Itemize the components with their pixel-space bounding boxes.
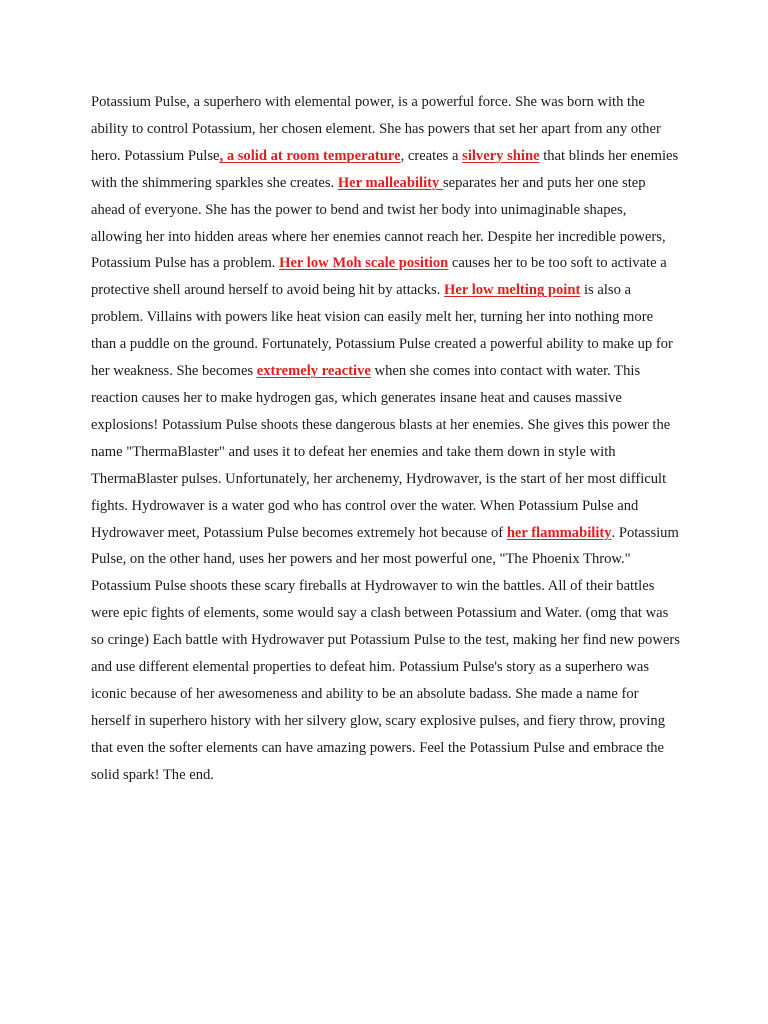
text-run: when she comes into contact with water. This reaction causes her to make hydrogen gas, which generates insane heat and causes massive explosions! Potassium Pulse shoots these dangerous blasts at her enemies. She gives this power the name "ThermaBlaster" and uses it to defeat her enemies and take them down in style with ThermaBlaster pulses. Unfortunately, her archenemy, Hydrowaver, is the start of her most difficult fights. Hydrowaver is a water god who has control over the water. When Potassium Pulse and Hydrowaver meet, Potassium Pulse becomes extremely hot because of (91, 363, 671, 541)
text-run: . Potassium Pulse, on the other hand, uses her powers and her most powerful one, "The Phoenix Throw." Potassium Pulse shoots these scary fireballs at Hydrowaver to win the battles. All of their battles were epic fights of elements, some would say a clash between Potassium and Water. (omg that was so cringe) Each battle with Hydrowaver put Potassium Pulse to the test, making her find new powers and use different elemental properties to defeat him. Potassium Pulse's story as a superhero was iconic because of her awesomeness and ability to be an absolute badass. She made a name for herself in superhero history with her silvery glow, scary explosive pulses, and fiery throw, proving that even the softer elements can have amazing powers. Feel the Potassium Pulse and embrace the solid spark! The end. (91, 524, 680, 783)
text-run: , creates a (400, 147, 463, 164)
text-run: that blinds her enemies with the shimmering sparkles she creates. (91, 147, 679, 191)
highlighted-term: her flammability (506, 524, 612, 541)
text-run: causes her to be too soft to activate a protective shell around herself to avoid being hit by attacks. (91, 255, 667, 299)
text-run: separates her and puts her one step ahead of everyone. She has the power to bend and twist her body into unimaginable shapes, allowing her into hidden areas where her enemies cannot reach her. Despite her incredible powers, Potassium Pulse has a problem. (91, 174, 666, 272)
text-run: Potassium Pulse, a superhero with elemental power, is a powerful force. She was born with the ability to control Potassium, her chosen element. She has powers that set her apart from any other hero. Potassium Pulse (91, 94, 661, 164)
highlighted-term: extremely reactive (256, 363, 371, 380)
highlighted-term: , a solid at room temperature (219, 147, 401, 164)
highlighted-term: Her low melting point (444, 282, 581, 299)
highlighted-term: Her low Moh scale position (279, 255, 449, 272)
highlighted-term: Her malleability (337, 174, 443, 191)
highlighted-term: silvery shine (462, 147, 540, 164)
text-run: is also a problem. Villains with powers like heat vision can easily melt her, turning her into nothing more than a puddle on the ground. Fortunately, Potassium Pulse created a powerful ability to make up for her weakness. She becomes (91, 282, 673, 380)
story-paragraph (91, 89, 681, 789)
